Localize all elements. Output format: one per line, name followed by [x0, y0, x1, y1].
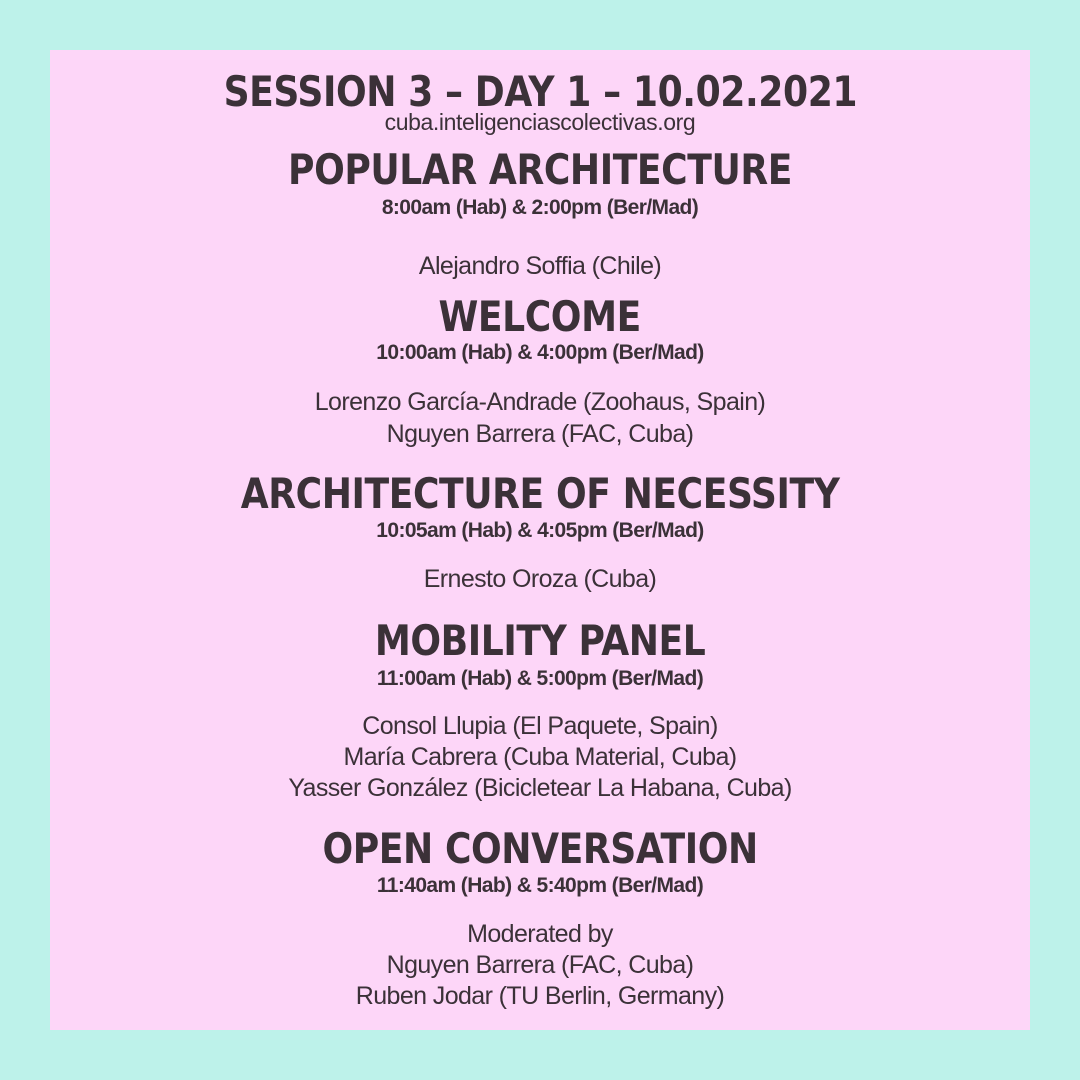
speaker-name: Alejandro Soffia (Chile) — [418, 252, 662, 280]
session-time: 8:00am (Hab) & 2:00pm (Ber/Mad) — [381, 196, 699, 219]
speaker-name: Lorenzo García-Andrade (Zoohaus, Spain) — [314, 388, 766, 416]
session-heading-architecture-of-necessity: ARCHITECTURE OF NECESSITY — [240, 469, 840, 518]
session-time: 11:00am (Hab) & 5:00pm (Ber/Mad) — [376, 667, 704, 690]
session-time: 10:05am (Hab) & 4:05pm (Ber/Mad) — [376, 519, 704, 542]
session-heading-mobility-panel: MOBILITY PANEL — [374, 616, 706, 665]
session-title: SESSION 3 – DAY 1 – 10.02.2021 — [223, 67, 857, 116]
session-heading-open-conversation: OPEN CONVERSATION — [322, 824, 758, 873]
moderator-label: Moderated by — [467, 920, 613, 948]
speaker-name: Nguyen Barrera (FAC, Cuba) — [386, 420, 694, 448]
schedule-card — [50, 50, 1030, 1030]
session-heading-popular-architecture: POPULAR ARCHITECTURE — [288, 145, 792, 194]
speaker-name: Consol Llupia (El Paquete, Spain) — [362, 712, 718, 740]
speaker-name: Ruben Jodar (TU Berlin, Germany) — [355, 982, 725, 1010]
session-time: 10:00am (Hab) & 4:00pm (Ber/Mad) — [376, 341, 704, 364]
session-time: 11:40am (Hab) & 5:40pm (Ber/Mad) — [376, 874, 704, 897]
session-heading-welcome: WELCOME — [438, 292, 642, 341]
speaker-name: Ernesto Oroza (Cuba) — [423, 565, 657, 593]
speaker-name: Yasser González (Bicicletear La Habana, Cuba) — [288, 774, 792, 802]
website-url: cuba.inteligenciascolectivas.org — [384, 109, 696, 135]
speaker-name: Nguyen Barrera (FAC, Cuba) — [386, 951, 694, 979]
speaker-name: María Cabrera (Cuba Material, Cuba) — [343, 743, 737, 771]
